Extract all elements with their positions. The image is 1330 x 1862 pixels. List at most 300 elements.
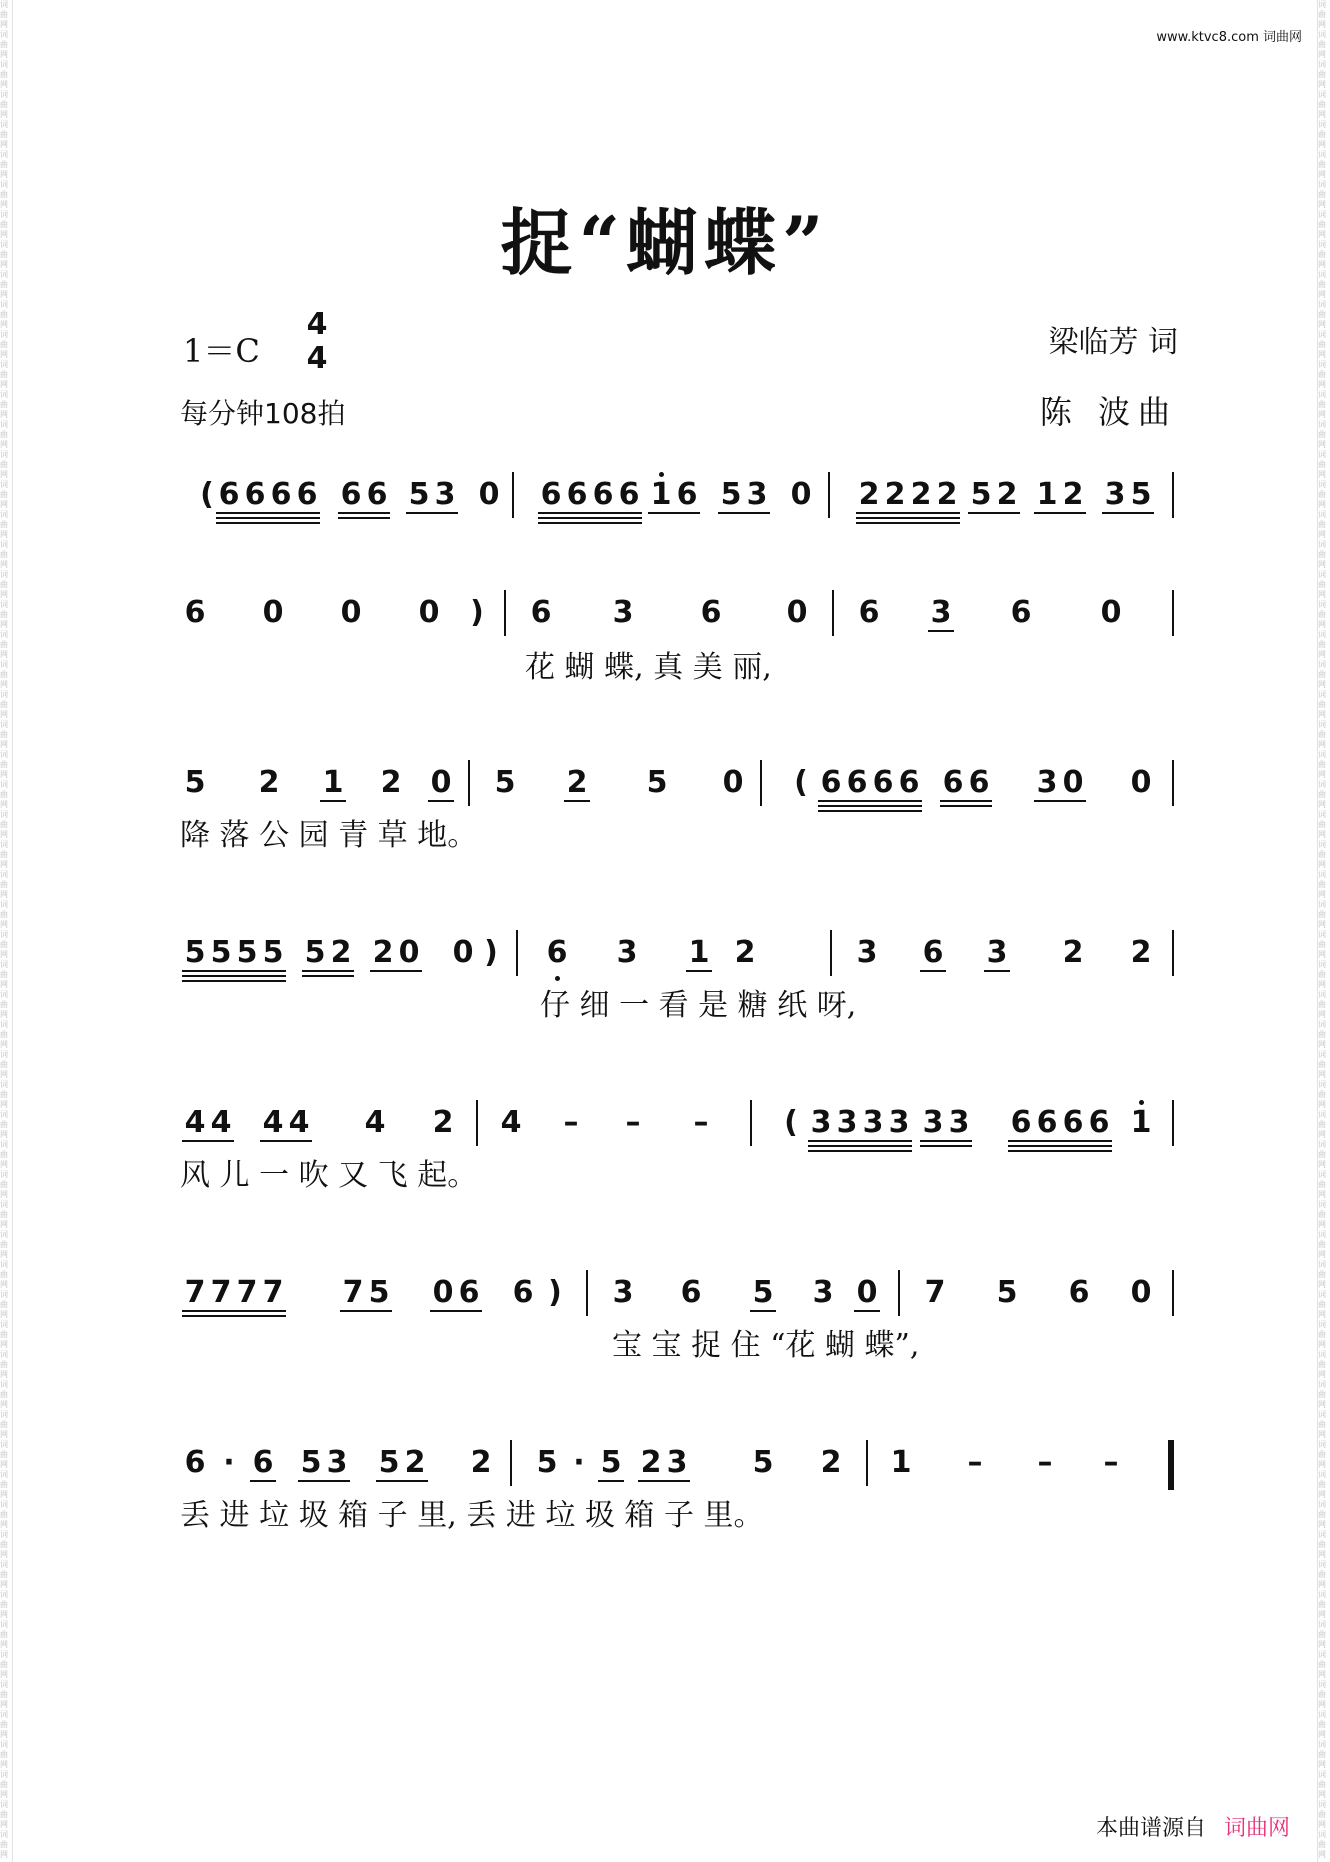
duration-underline [860, 1145, 886, 1147]
watermark-glyph: 网 [1318, 590, 1326, 599]
duration-underline [1060, 1140, 1086, 1142]
watermark-glyph: 曲 [0, 1420, 8, 1429]
watermark-glyph: 曲 [0, 1570, 8, 1579]
watermark-glyph: 网 [0, 740, 8, 749]
note-3-304: 5 [304, 935, 326, 970]
key-signature: 1＝C [183, 332, 260, 370]
note-0-408: 5 [408, 477, 430, 512]
duration-underline [538, 512, 564, 514]
watermark-glyph: 曲 [0, 1360, 8, 1369]
watermark-glyph: 词 [0, 1500, 8, 1509]
duration-underline [182, 1315, 208, 1317]
duration-underline [260, 1140, 286, 1142]
watermark-glyph: 网 [1318, 740, 1326, 749]
note-5-924: 7 [924, 1275, 946, 1310]
watermark-glyph: 曲 [1318, 1690, 1326, 1699]
note-5-512: 6 [512, 1275, 534, 1310]
duration-underline [870, 805, 896, 807]
watermark-glyph: 曲 [1318, 1420, 1326, 1429]
duration-underline [844, 800, 870, 802]
note-3-330: 2 [330, 935, 352, 970]
note-1-340: 0 [340, 595, 362, 630]
note-1-530: 6 [530, 595, 552, 630]
watermark-glyph: 曲 [0, 130, 8, 139]
watermark-glyph: 词 [1318, 1350, 1326, 1359]
watermark-glyph: 曲 [0, 580, 8, 589]
note-2-722: 0 [722, 765, 744, 800]
note-3-1130: 2 [1130, 935, 1152, 970]
watermark-glyph: 曲 [0, 1660, 8, 1669]
note-2-820: 6 [820, 765, 842, 800]
watermark-glyph: 词 [1318, 750, 1326, 759]
watermark-glyph: 词 [0, 420, 8, 429]
watermark-glyph: 曲 [0, 1840, 8, 1849]
watermark-glyph: 词 [0, 1410, 8, 1419]
barline [750, 1100, 752, 1146]
source-label: 本曲谱源自 [1095, 1816, 1206, 1841]
note-6-536: 5 [536, 1445, 558, 1480]
watermark-glyph: 曲 [0, 550, 8, 559]
note-1-1100: 0 [1100, 595, 1122, 630]
watermark-glyph: 曲 [0, 1150, 8, 1159]
duration-underline [376, 1480, 402, 1482]
watermark-glyph: 曲 [1318, 1150, 1326, 1159]
watermark-glyph: 词 [1318, 180, 1326, 189]
watermark-glyph: 曲 [1318, 1000, 1326, 1009]
watermark-glyph: 网 [0, 1730, 8, 1739]
duration-underline [216, 512, 242, 514]
watermark-glyph: 网 [1318, 530, 1326, 539]
watermark-glyph: 网 [1318, 1100, 1326, 1109]
watermark-glyph: 曲 [0, 40, 8, 49]
watermark-glyph: 网 [1318, 1850, 1326, 1859]
watermark-glyph: 词 [0, 0, 8, 9]
watermark-glyph: 词 [0, 1530, 8, 1539]
duration-underline [338, 517, 364, 519]
watermark-glyph: 词 [0, 510, 8, 519]
note-4-888: 3 [888, 1105, 910, 1140]
duration-underline [808, 1150, 834, 1152]
watermark-glyph: 曲 [0, 760, 8, 769]
watermark-glyph: 词 [1318, 1170, 1326, 1179]
watermark-glyph: 网 [0, 350, 8, 359]
duration-underline [896, 810, 922, 812]
watermark-glyph: 网 [0, 1520, 8, 1529]
note-0-676: 6 [676, 477, 698, 512]
note-1-466: ) [470, 595, 484, 630]
note-2-566: 2 [566, 765, 588, 800]
watermark-glyph: 网 [0, 1040, 8, 1049]
watermark-glyph: 词 [1318, 1680, 1326, 1689]
note-3-262: 5 [262, 935, 284, 970]
watermark-glyph: 网 [0, 1010, 8, 1019]
duration-underline [818, 800, 844, 802]
watermark-glyph: 词 [0, 1830, 8, 1839]
note-5-432: 0 [432, 1275, 454, 1310]
barline [1172, 590, 1174, 636]
duration-underline [908, 522, 934, 524]
tempo-marking: 每分钟108拍 [180, 397, 346, 430]
watermark-glyph: 曲 [1318, 40, 1326, 49]
watermark-glyph: 曲 [1318, 400, 1326, 409]
duration-underline [564, 522, 590, 524]
watermark-glyph: 词 [0, 1320, 8, 1329]
note-0-340: 6 [340, 477, 362, 512]
watermark-glyph: 网 [1318, 1130, 1326, 1139]
duration-underline [1008, 1150, 1034, 1152]
duration-underline [234, 975, 260, 977]
watermark-glyph: 网 [1318, 470, 1326, 479]
duration-underline [946, 1145, 972, 1147]
watermark-glyph: 词 [1318, 1050, 1326, 1059]
barline [1172, 1100, 1174, 1146]
watermark-glyph: 曲 [0, 1120, 8, 1129]
site-url[interactable]: www.ktvc8.com 词曲网 [1156, 30, 1302, 45]
duration-underline [870, 810, 896, 812]
duration-underline [234, 980, 260, 982]
watermark-glyph: 词 [1318, 870, 1326, 879]
note-2-184: 5 [184, 765, 206, 800]
watermark-glyph: 词 [0, 1290, 8, 1299]
note-0-244: 6 [244, 477, 266, 512]
watermark-glyph: 曲 [1318, 370, 1326, 379]
watermark-glyph: 曲 [0, 1210, 8, 1219]
watermark-glyph: 曲 [0, 1180, 8, 1189]
watermark-glyph: 网 [0, 1580, 8, 1589]
duration-underline [674, 512, 700, 514]
duration-underline [856, 522, 882, 524]
watermark-glyph: 曲 [1318, 1720, 1326, 1729]
note-4-1010: 6 [1010, 1105, 1032, 1140]
watermark-glyph: 词 [1318, 930, 1326, 939]
note-6-1100: – [1103, 1445, 1119, 1480]
watermark-glyph: 曲 [1318, 460, 1326, 469]
watermark-glyph: 曲 [0, 250, 8, 259]
note-0-592: 6 [592, 477, 614, 512]
duration-underline [364, 512, 390, 514]
watermark-glyph: 曲 [1318, 970, 1326, 979]
watermark-glyph: 网 [0, 1550, 8, 1559]
note-0-884: 2 [884, 477, 906, 512]
note-0-746: 3 [746, 477, 768, 512]
watermark-glyph: 曲 [0, 280, 8, 289]
watermark-glyph: 词 [0, 1260, 8, 1269]
note-6-890: 1 [890, 1445, 912, 1480]
watermark-glyph: 曲 [1318, 100, 1326, 109]
watermark-glyph: 网 [0, 1310, 8, 1319]
duration-underline [1060, 1145, 1086, 1147]
watermark-glyph: 网 [1318, 860, 1326, 869]
watermark-glyph: 网 [1318, 920, 1326, 929]
watermark-glyph: 词 [1318, 1260, 1326, 1269]
source-brand-link[interactable]: 词曲网 [1223, 1816, 1290, 1841]
watermark-glyph: 词 [0, 210, 8, 219]
duration-underline [1034, 1150, 1060, 1152]
watermark-glyph: 词 [1318, 450, 1326, 459]
watermark-glyph: 网 [1318, 1340, 1326, 1349]
watermark-glyph: 词 [0, 600, 8, 609]
lyric-line-2: 降 落 公 园 青 草 地。 [180, 818, 478, 853]
note-3-398: 0 [398, 935, 420, 970]
note-5-236: 7 [236, 1275, 258, 1310]
watermark-glyph: 曲 [0, 460, 8, 469]
note-4-262: 4 [262, 1105, 284, 1140]
barline [1172, 930, 1174, 976]
duration-underline [396, 970, 422, 972]
watermark-glyph: 词 [0, 720, 8, 729]
watermark-glyph: 曲 [0, 880, 8, 889]
watermark-glyph: 网 [0, 470, 8, 479]
note-6-470: 2 [470, 1445, 492, 1480]
duration-underline [242, 512, 268, 514]
duration-underline [860, 1140, 886, 1142]
note-4-780: ( [784, 1105, 798, 1140]
song-title: 捉“蝴蝶” [500, 200, 830, 285]
watermark-glyph: 网 [0, 1370, 8, 1379]
watermark-glyph: 词 [0, 150, 8, 159]
watermark-glyph: 词 [1318, 840, 1326, 849]
note-0-858: 2 [858, 477, 880, 512]
note-5-210: 7 [210, 1275, 232, 1310]
watermark-glyph: 曲 [1318, 550, 1326, 559]
duration-underline [366, 1310, 392, 1312]
barline [1172, 760, 1174, 806]
watermark-glyph: 词 [1318, 540, 1326, 549]
barline [760, 760, 762, 806]
barline [516, 930, 518, 976]
watermark-glyph: 词 [0, 450, 8, 459]
watermark-glyph: 词 [1318, 360, 1326, 369]
note-0-566: 6 [566, 477, 588, 512]
watermark-glyph: 网 [0, 50, 8, 59]
duration-underline [994, 512, 1020, 514]
watermark-glyph: 曲 [1318, 940, 1326, 949]
watermark-glyph: 词 [1318, 1230, 1326, 1239]
watermark-glyph: 曲 [0, 1450, 8, 1459]
note-4-622: – [625, 1105, 641, 1140]
watermark-glyph: 曲 [1318, 340, 1326, 349]
note-3-856: 3 [856, 935, 878, 970]
note-1-418: 0 [418, 595, 440, 630]
watermark-glyph: 网 [0, 1220, 8, 1229]
duration-underline [908, 517, 934, 519]
barline [830, 930, 832, 976]
duration-underline [984, 970, 1010, 972]
duration-underline [208, 975, 234, 977]
watermark-glyph: 曲 [0, 1540, 8, 1549]
watermark-glyph: 网 [1318, 1700, 1326, 1709]
note-4-836: 3 [836, 1105, 858, 1140]
watermark-glyph: 网 [0, 110, 8, 119]
duration-underline [456, 1310, 482, 1312]
note-2-258: 2 [258, 765, 280, 800]
watermark-glyph: 网 [1318, 950, 1326, 959]
duration-underline [920, 1140, 946, 1142]
watermark-glyph: 曲 [1318, 610, 1326, 619]
duration-underline [208, 980, 234, 982]
watermark-glyph: 词 [0, 1470, 8, 1479]
watermark-glyph: 网 [0, 1250, 8, 1259]
watermark-glyph: 网 [0, 1100, 8, 1109]
note-3-922: 6 [922, 935, 944, 970]
watermark-glyph: 网 [1318, 350, 1326, 359]
note-0-540: 6 [540, 477, 562, 512]
watermark-glyph: 网 [1318, 620, 1326, 629]
watermark-glyph: 词 [1318, 420, 1326, 429]
duration-underline [538, 522, 564, 524]
watermark-glyph: 网 [0, 1490, 8, 1499]
duration-underline [886, 1150, 912, 1152]
note-6-600: 5 [600, 1445, 622, 1480]
watermark-glyph: 网 [1318, 680, 1326, 689]
note-0-1130: 5 [1130, 477, 1152, 512]
duration-underline [268, 517, 294, 519]
watermark-glyph: 词 [1318, 1620, 1326, 1629]
note-6-404: 2 [404, 1445, 426, 1480]
duration-underline [260, 1315, 286, 1317]
note-3-452: 0 [452, 935, 474, 970]
watermark-glyph: 网 [0, 770, 8, 779]
watermark-glyph: 词 [0, 840, 8, 849]
watermark-glyph: 曲 [1318, 1750, 1326, 1759]
duration-underline [182, 970, 208, 972]
duration-underline [808, 1140, 834, 1142]
watermark-glyph: 网 [1318, 1160, 1326, 1169]
watermark-glyph: 网 [0, 320, 8, 329]
note-0-1104: 3 [1104, 477, 1126, 512]
watermark-glyph: 网 [1318, 260, 1326, 269]
watermark-glyph: 曲 [0, 670, 8, 679]
duration-underline [1086, 1145, 1112, 1147]
note-0-434: 3 [434, 477, 456, 512]
duration-underline [886, 1145, 912, 1147]
watermark-glyph: 词 [0, 270, 8, 279]
watermark-glyph: 词 [1318, 810, 1326, 819]
duration-underline [616, 522, 642, 524]
watermark-glyph: 词 [0, 240, 8, 249]
watermark-glyph: 词 [0, 1740, 8, 1749]
watermark-glyph: 词 [0, 300, 8, 309]
watermark-glyph: 词 [1318, 1770, 1326, 1779]
note-4-690: – [693, 1105, 709, 1140]
note-0-196: ( [200, 477, 214, 512]
watermark-glyph: 词 [0, 1200, 8, 1209]
watermark-glyph: 曲 [0, 370, 8, 379]
watermark-glyph: 网 [1318, 320, 1326, 329]
watermark-glyph: 网 [1318, 1790, 1326, 1799]
watermark-glyph: 网 [0, 410, 8, 419]
watermark-glyph: 网 [1318, 830, 1326, 839]
note-3-1062: 2 [1062, 935, 1084, 970]
duration-underline [750, 1310, 776, 1312]
barline [1172, 472, 1174, 518]
duration-underline [364, 517, 390, 519]
note-0-218: 6 [218, 477, 240, 512]
note-0-910: 2 [910, 477, 932, 512]
duration-underline [870, 800, 896, 802]
watermark-glyph: 词 [0, 630, 8, 639]
watermark-glyph: 网 [1318, 500, 1326, 509]
watermark-glyph: 词 [1318, 660, 1326, 669]
watermark-glyph: 词 [0, 1020, 8, 1029]
watermark-glyph: 曲 [1318, 280, 1326, 289]
note-4-862: 3 [862, 1105, 884, 1140]
duration-underline [432, 512, 458, 514]
watermark-glyph: 词 [0, 780, 8, 789]
watermark-glyph: 网 [0, 260, 8, 269]
watermark-glyph: 网 [1318, 1310, 1326, 1319]
watermark-glyph: 曲 [1318, 880, 1326, 889]
watermark-glyph: 词 [1318, 510, 1326, 519]
note-4-810: 3 [810, 1105, 832, 1140]
watermark-glyph: 网 [0, 230, 8, 239]
watermark-glyph: 网 [0, 1280, 8, 1289]
duration-underline [1060, 800, 1086, 802]
watermark-glyph: 曲 [0, 1300, 8, 1309]
barline [586, 1270, 588, 1316]
watermark-glyph: 网 [0, 1340, 8, 1349]
duration-underline [234, 1315, 260, 1317]
watermark-glyph: 网 [0, 170, 8, 179]
watermark-glyph: 词 [1318, 1740, 1326, 1749]
note-5-262: 7 [262, 1275, 284, 1310]
watermark-glyph: 网 [0, 1190, 8, 1199]
duration-underline [664, 1480, 690, 1482]
watermark-glyph: 网 [1318, 1070, 1326, 1079]
watermark-glyph: 曲 [1318, 790, 1326, 799]
watermark-glyph: 网 [0, 1610, 8, 1619]
note-2-942: 6 [942, 765, 964, 800]
watermark-glyph: 曲 [1318, 130, 1326, 139]
note-4-1088: 6 [1088, 1105, 1110, 1140]
watermark-glyph: 网 [0, 1130, 8, 1139]
watermark-glyph: 曲 [1318, 1330, 1326, 1339]
duration-underline [590, 512, 616, 514]
watermark-glyph: 曲 [0, 1270, 8, 1279]
watermark-glyph: 曲 [0, 1810, 8, 1819]
octave-dot-below [555, 976, 560, 981]
duration-underline [896, 800, 922, 802]
duration-underline [882, 512, 908, 514]
watermark-glyph: 词 [0, 690, 8, 699]
watermark-glyph: 词 [1318, 1380, 1326, 1389]
watermark-glyph: 曲 [1318, 1630, 1326, 1639]
duration-underline [324, 1480, 350, 1482]
watermark-glyph: 词 [0, 1440, 8, 1449]
watermark-glyph: 曲 [1318, 850, 1326, 859]
watermark-glyph: 词 [0, 1680, 8, 1689]
watermark-glyph: 网 [1318, 170, 1326, 179]
note-2-846: 6 [846, 765, 868, 800]
watermark-glyph: 网 [1318, 770, 1326, 779]
note-5-996: 5 [996, 1275, 1018, 1310]
note-6-300: 5 [300, 1445, 322, 1480]
watermark-glyph: 曲 [0, 1600, 8, 1609]
duration-underline [564, 800, 590, 802]
note-0-366: 6 [366, 477, 388, 512]
duration-underline [294, 522, 320, 524]
watermark-glyph: 词 [0, 1800, 8, 1809]
watermark-glyph: 词 [1318, 690, 1326, 699]
watermark-glyph: 网 [0, 1430, 8, 1439]
watermark-glyph: 词 [1318, 1290, 1326, 1299]
note-6-820: 2 [820, 1445, 842, 1480]
watermark-glyph: 词 [0, 1140, 8, 1149]
duration-underline [940, 800, 966, 802]
watermark-glyph: 词 [0, 1560, 8, 1569]
note-6-568: · [573, 1445, 585, 1480]
watermark-glyph: 网 [0, 200, 8, 209]
